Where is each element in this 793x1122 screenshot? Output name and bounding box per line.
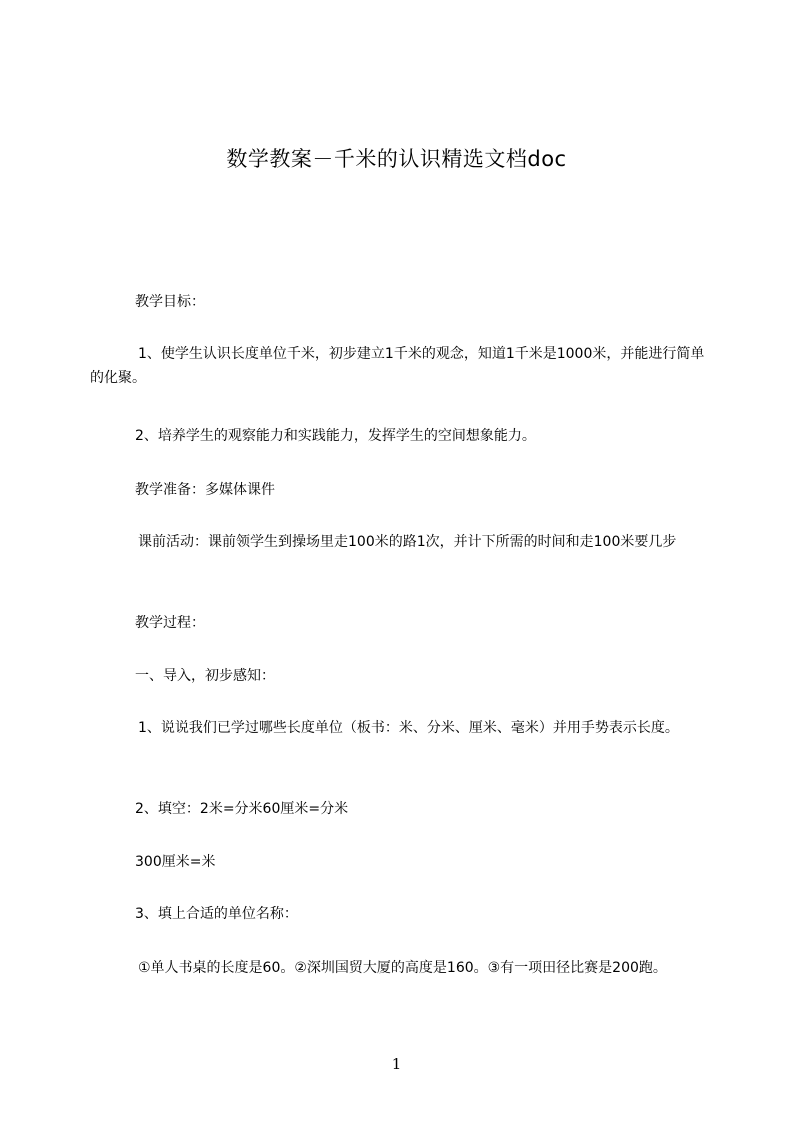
- paragraph-process-heading: 教学过程：: [135, 615, 205, 631]
- page-number: 1: [391, 1055, 402, 1073]
- paragraph-item-2b: 300厘米=米: [135, 854, 216, 870]
- paragraph-item-2: 2、填空：2米=分米60厘米=分米: [135, 801, 349, 817]
- document-title: 数学教案－千米的认识精选文档doc: [226, 147, 567, 171]
- paragraph-item-3: 3、填上合适的单位名称：: [135, 906, 298, 922]
- paragraph-preparation: 教学准备：多媒体课件: [135, 482, 275, 498]
- paragraph-item-3a: ①单人书桌的长度是60。②深圳国贸大厦的高度是160。③有一项田径比赛是200跑。: [138, 960, 667, 976]
- paragraph-goal-heading: 教学目标：: [135, 294, 205, 310]
- paragraph-goal-1: 1、使学生认识长度单位千米，初步建立1千米的观念，知道1千米是1000米，并能进行简单的化聚。: [90, 346, 705, 386]
- paragraph-item-1: 1、说说我们已学过哪些长度单位（板书：米、分米、厘米、毫米）并用手势表示长度。: [138, 720, 679, 736]
- paragraph-goal-2: 2、培养学生的观察能力和实践能力，发挥学生的空间想象能力。: [135, 428, 536, 444]
- paragraph-section-1: 一、导入，初步感知：: [135, 668, 275, 684]
- paragraph-pre-class: 课前活动：课前领学生到操场里走100米的路1次，并计下所需的时间和走100米要几步: [138, 534, 677, 550]
